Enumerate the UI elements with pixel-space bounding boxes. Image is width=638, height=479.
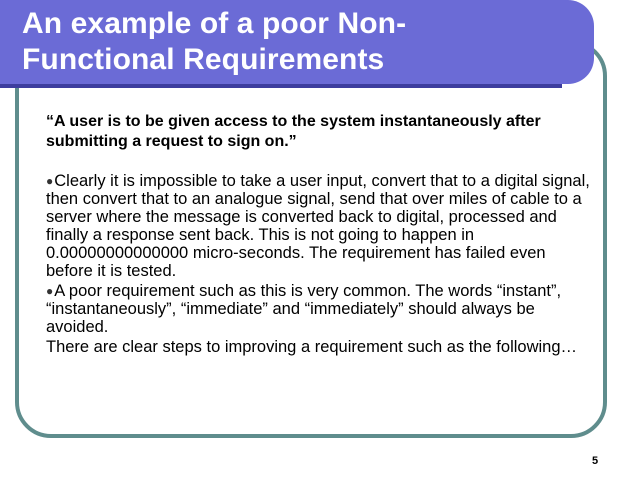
paragraph-1-text: Clearly it is impossible to take a user input, convert that to a digital signal, then convert that to an analogue signal, send that over miles of cable to a server where the message is converted back to digital, processed and finally a response sent back. This is not going to happen in 0.00000000000000 micro-seconds. The requirement has failed even before it is tested. (46, 172, 590, 280)
paragraph-2-text: A poor requirement such as this is very common. The words “instant”, “instantaneously”, “immediate” and “immediately” should always be avoided. (46, 282, 562, 336)
paragraph-3 (46, 338, 594, 356)
bullet-icon: ● (46, 174, 54, 188)
slide-title (22, 6, 582, 78)
title-bar (0, 0, 594, 84)
title-line-1: An example of a poor Non- (22, 7, 407, 40)
paragraph-3-text: There are clear steps to improving a requirement such as the following… (46, 338, 578, 356)
paragraph-2 (46, 282, 594, 336)
title-underline (0, 84, 562, 88)
requirement-quote: “A user is to be given access to the system instantaneously after submitting a request to sign on.” (46, 113, 541, 150)
bullet-icon: ● (46, 284, 54, 298)
slide-body (46, 112, 594, 358)
page-number: 5 (592, 455, 599, 467)
title-line-2: Functional Requirements (22, 43, 385, 76)
paragraph-1 (46, 172, 594, 280)
